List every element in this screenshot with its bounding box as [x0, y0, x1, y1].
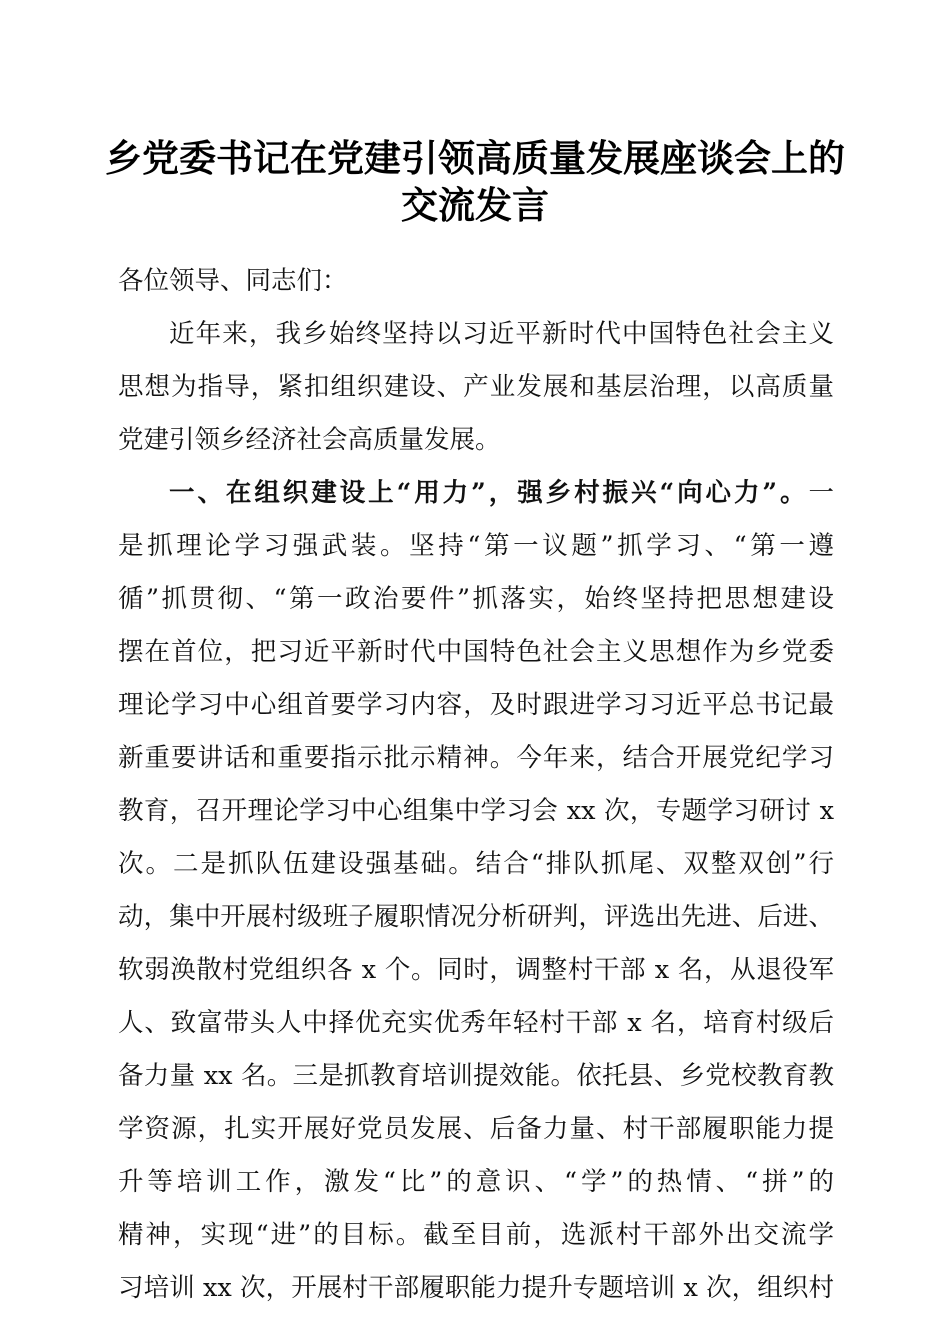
- paragraph-line: 教育，召开理论学习中心组集中学习会 xx 次，专题学习研讨 x: [118, 796, 834, 826]
- paragraph-line: 备力量 xx 名。三是抓教育培训提效能。依托县、乡党校教育教: [118, 1061, 834, 1091]
- section-heading-tail: 一: [808, 478, 834, 508]
- paragraph-line: 学资源，扎实开展好党员发展、后备力量、村干部履职能力提: [118, 1114, 834, 1144]
- paragraph-line: 是抓理论学习强武装。坚持“第一议题”抓学习、“第一遵: [118, 531, 834, 561]
- intro-line: 近年来，我乡始终坚持以习近平新时代中国特色社会主义: [169, 319, 834, 349]
- paragraph-line: 次。二是抓队伍建设强基础。结合“排队抓尾、双整双创”行: [118, 849, 834, 879]
- paragraph-line: 软弱涣散村党组织各 x 个。同时，调整村干部 x 名，从退役军: [118, 955, 834, 985]
- section-heading: 一、在组织建设上“用力”，强乡村振兴“向心力”。: [169, 478, 809, 508]
- paragraph-line: 习培训 xx 次，开展村干部履职能力提升专题培训 x 次，组织村: [118, 1273, 834, 1303]
- paragraph-line: 摆在首位，把习近平新时代中国特色社会主义思想作为乡党委: [118, 637, 834, 667]
- section-heading-line: [118, 467, 834, 520]
- intro-line: 思想为指导，紧扣组织建设、产业发展和基层治理，以高质量: [118, 372, 834, 402]
- salutation: 各位领导、同志们：: [118, 266, 348, 296]
- paragraph-line: 理论学习中心组首要学习内容，及时跟进学习习近平总书记最: [118, 690, 834, 720]
- paragraph-line: 动，集中开展村级班子履职情况分析研判，评选出先进、后进、: [118, 902, 834, 932]
- intro-line: 党建引领乡经济社会高质量发展。: [118, 425, 501, 455]
- paragraph-line: 人、致富带头人中择优充实优秀年轻村干部 x 名，培育村级后: [118, 1008, 834, 1038]
- document-body: [118, 255, 834, 1315]
- document-title-line-2: 交流发言: [401, 183, 549, 227]
- paragraph-line: 循”抓贯彻、“第一政治要件”抓落实，始终坚持把思想建设: [118, 584, 834, 614]
- document-title-line-1: 乡党委书记在党建引领高质量发展座谈会上的: [105, 136, 845, 180]
- paragraph-line: 新重要讲话和重要指示批示精神。今年来，结合开展党纪学习: [118, 743, 834, 773]
- paragraph-line: 升等培训工作，激发“比”的意识、“学”的热情、“拼”的: [118, 1167, 834, 1197]
- paragraph-line: 精神，实现“进”的目标。截至目前，选派村干部外出交流学: [118, 1220, 834, 1250]
